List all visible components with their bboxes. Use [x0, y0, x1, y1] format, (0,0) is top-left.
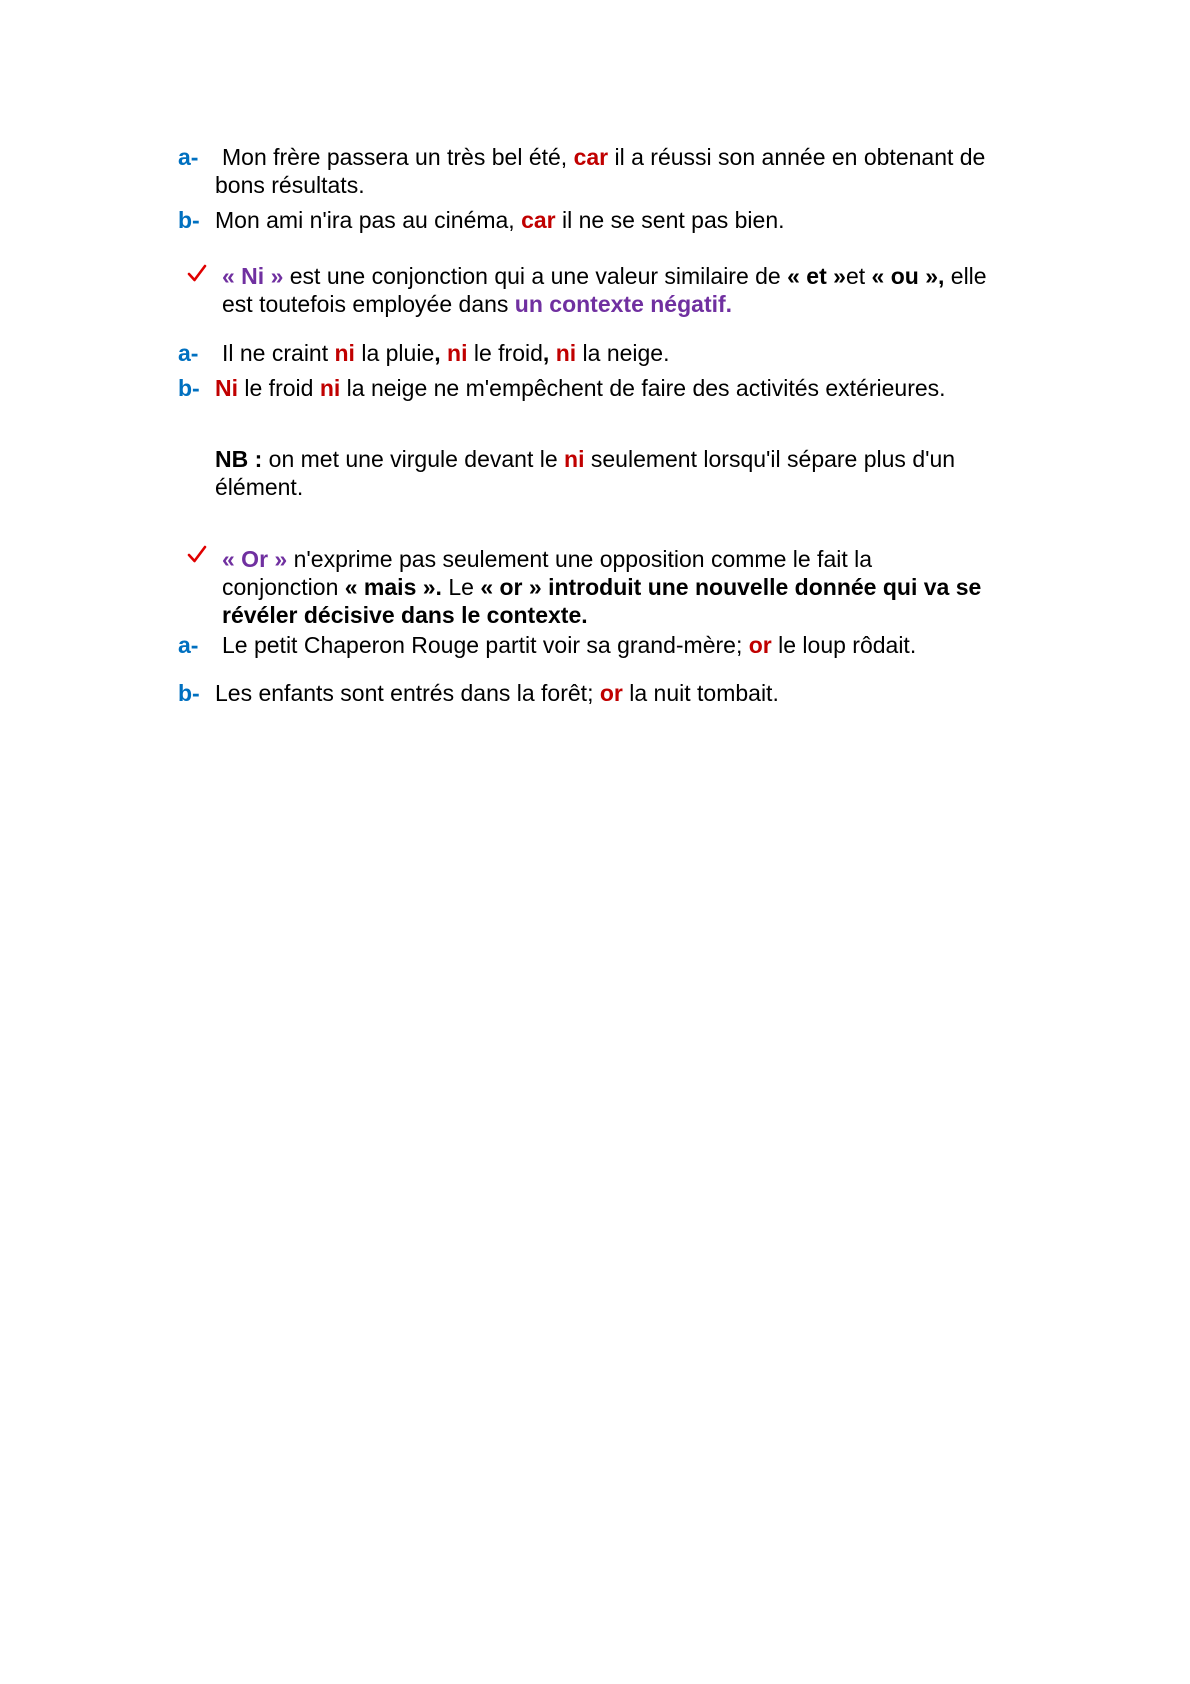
- ni-example-a: Il ne craint ni la pluie, ni le froid, ni la neige.: [222, 340, 670, 366]
- or-rule-line2: conjonction « mais ». Le « or » introduit une nouvelle donnée qui va se: [222, 574, 982, 600]
- list-marker-a: a-: [178, 144, 199, 170]
- list-marker-b: b-: [178, 207, 200, 233]
- list-marker-a: a-: [178, 340, 199, 366]
- list-marker-a: a-: [178, 632, 199, 658]
- ni-example-b: Ni le froid ni la neige ne m'empêchent de faire des activités extérieures.: [215, 375, 946, 401]
- car-example-a-line2: bons résultats.: [215, 172, 365, 198]
- car-example-b: Mon ami n'ira pas au cinéma, car il ne se sent pas bien.: [215, 207, 785, 233]
- list-marker-b: b-: [178, 680, 200, 706]
- nb-label: NB :: [215, 446, 263, 472]
- checkmark-icon: [187, 544, 207, 564]
- keyword-car: car: [573, 144, 609, 170]
- ni-rule-line1: « Ni » est une conjonction qui a une valeur similaire de « et »et « ou », elle: [222, 263, 987, 289]
- highlight-contexte-negatif: un contexte négatif.: [514, 291, 733, 317]
- or-example-b: Les enfants sont entrés dans la forêt; or la nuit tombait.: [215, 680, 779, 706]
- keyword-car: car: [521, 207, 556, 233]
- nb-note-line1: NB : on met une virgule devant le ni seulement lorsqu'il sépare plus d'un: [215, 446, 956, 472]
- car-example-a-line1: Mon frère passera un très bel été, car il a réussi son année en obtenant de: [222, 144, 986, 170]
- ni-rule-line2: est toutefois employée dans un contexte négatif.: [222, 291, 733, 317]
- checkmark-icon: [187, 263, 207, 283]
- nb-note-line2: élément.: [215, 474, 304, 500]
- term-ni: « Ni »: [222, 263, 284, 289]
- or-example-a: Le petit Chaperon Rouge partit voir sa grand-mère; or le loup rôdait.: [222, 632, 917, 658]
- term-or: « Or »: [222, 546, 288, 572]
- or-rule-line1: « Or » n'exprime pas seulement une opposition comme le fait la: [222, 546, 873, 572]
- or-rule-line3: révéler décisive dans le contexte.: [222, 602, 588, 628]
- list-marker-b: b-: [178, 375, 200, 401]
